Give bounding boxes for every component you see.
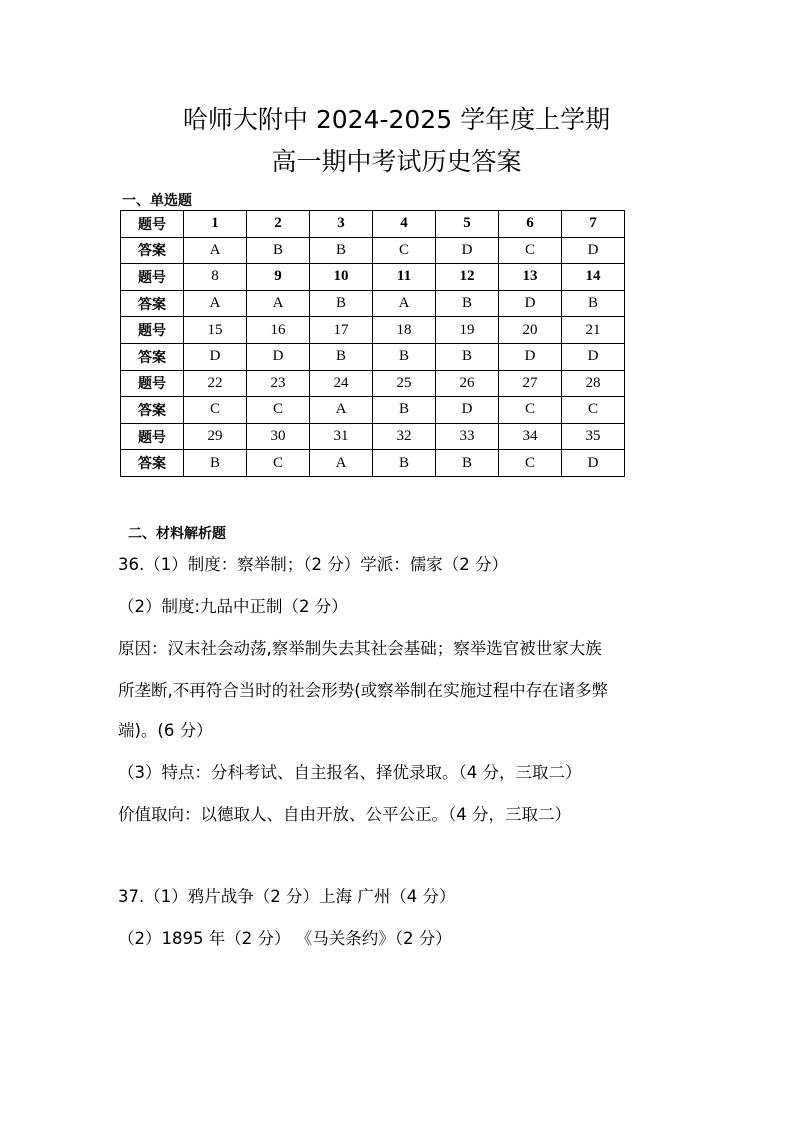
answer-table: [120, 210, 625, 477]
answer-line-36-1: 36.（1）制度：察举制；（2 分）学派：儒家（2 分）: [118, 555, 508, 574]
question-number: 30: [247, 423, 310, 450]
question-number: 2: [247, 211, 310, 238]
section-single-choice-heading: 一、单选题: [122, 193, 192, 209]
answer-cell: B: [562, 290, 625, 317]
table-row-answer: [121, 237, 625, 264]
answer-cell: C: [184, 397, 247, 424]
question-number: 1: [184, 211, 247, 238]
answer-label: 答案: [121, 343, 184, 370]
question-label: 题号: [121, 423, 184, 450]
question-number: 24: [310, 370, 373, 397]
answer-line-36-3: （3）特点：分科考试、自主报名、择优录取。（4 分，三取二）: [118, 763, 582, 782]
answer-cell: A: [310, 450, 373, 477]
answer-cell: C: [247, 450, 310, 477]
question-number: 32: [373, 423, 436, 450]
answer-cell: A: [184, 237, 247, 264]
question-number: 34: [499, 423, 562, 450]
question-number: 27: [499, 370, 562, 397]
question-label: 题号: [121, 370, 184, 397]
question-number: 15: [184, 317, 247, 344]
question-label: 题号: [121, 264, 184, 291]
answer-cell: A: [310, 397, 373, 424]
question-number: 28: [562, 370, 625, 397]
question-number: 29: [184, 423, 247, 450]
question-number: 4: [373, 211, 436, 238]
answer-cell: A: [373, 290, 436, 317]
page-title-line2: 高一期中考试历史答案: [271, 147, 522, 176]
question-label: 题号: [121, 211, 184, 238]
question-number: 31: [310, 423, 373, 450]
question-number: 19: [436, 317, 499, 344]
answer-cell: C: [247, 397, 310, 424]
answer-line-36-2: （2）制度:九品中正制（2 分）: [118, 597, 348, 616]
answer-cell: B: [373, 343, 436, 370]
page-title-line1: 哈师大附中 2024-2025 学年度上学期: [182, 105, 611, 134]
answer-cell: D: [247, 343, 310, 370]
question-number: 6: [499, 211, 562, 238]
answer-cell: B: [184, 450, 247, 477]
answer-label: 答案: [121, 237, 184, 264]
answer-label: 答案: [121, 290, 184, 317]
table-row-question: [121, 423, 625, 450]
question-number: 26: [436, 370, 499, 397]
answer-cell: B: [310, 343, 373, 370]
answer-cell: B: [436, 290, 499, 317]
table-row-answer: [121, 397, 625, 424]
question-number: 5: [436, 211, 499, 238]
table-row-question: [121, 370, 625, 397]
question-number: 22: [184, 370, 247, 397]
answer-line-37-1: 37.（1）鸦片战争（2 分）上海 广州（4 分）: [118, 887, 456, 906]
answer-line-value: 价值取向：以德取人、自由开放、公平公正。（4 分，三取二）: [118, 805, 571, 824]
answer-line-reason-2: 所垄断,不再符合当时的社会形势(或察举制在实施过程中存在诸多弊: [118, 681, 609, 700]
question-label: 题号: [121, 317, 184, 344]
section-material-analysis-heading: 二、材料解析题: [128, 526, 226, 542]
answer-cell: B: [436, 450, 499, 477]
table-row-answer: [121, 343, 625, 370]
answer-cell: D: [499, 343, 562, 370]
question-number: 33: [436, 423, 499, 450]
table-row-question: [121, 264, 625, 291]
question-number: 21: [562, 317, 625, 344]
answer-cell: D: [562, 450, 625, 477]
question-number: 7: [562, 211, 625, 238]
answer-cell: B: [373, 450, 436, 477]
question-number: 9: [247, 264, 310, 291]
answer-cell: A: [247, 290, 310, 317]
question-number: 13: [499, 264, 562, 291]
answer-cell: D: [436, 237, 499, 264]
question-number: 25: [373, 370, 436, 397]
answer-cell: D: [499, 290, 562, 317]
question-number: 14: [562, 264, 625, 291]
answer-cell: C: [562, 397, 625, 424]
table-row-question: [121, 211, 625, 238]
answer-cell: D: [562, 237, 625, 264]
answer-line-reason-1: 原因：汉末社会动荡,察举制失去其社会基础；察举选官被世家大族: [118, 639, 602, 658]
answer-cell: B: [373, 397, 436, 424]
question-number: 17: [310, 317, 373, 344]
answer-cell: B: [247, 237, 310, 264]
answer-cell: C: [373, 237, 436, 264]
answer-line-37-2: （2）1895 年（2 分） 《马关条约》（2 分）: [118, 929, 452, 948]
question-number: 8: [184, 264, 247, 291]
answer-cell: C: [499, 450, 562, 477]
answer-cell: A: [184, 290, 247, 317]
answer-cell: B: [310, 290, 373, 317]
table-row-answer: [121, 450, 625, 477]
answer-cell: B: [436, 343, 499, 370]
answer-cell: C: [499, 397, 562, 424]
answer-line-reason-3: 端)。(6 分）: [118, 721, 213, 740]
question-number: 3: [310, 211, 373, 238]
answer-cell: C: [499, 237, 562, 264]
question-number: 12: [436, 264, 499, 291]
question-number: 18: [373, 317, 436, 344]
question-number: 10: [310, 264, 373, 291]
answer-cell: D: [436, 397, 499, 424]
question-number: 35: [562, 423, 625, 450]
answer-cell: D: [562, 343, 625, 370]
table-row-answer: [121, 290, 625, 317]
question-number: 20: [499, 317, 562, 344]
table-row-question: [121, 317, 625, 344]
question-number: 16: [247, 317, 310, 344]
question-number: 11: [373, 264, 436, 291]
answer-label: 答案: [121, 397, 184, 424]
answer-cell: D: [184, 343, 247, 370]
answer-label: 答案: [121, 450, 184, 477]
question-number: 23: [247, 370, 310, 397]
answer-cell: B: [310, 237, 373, 264]
